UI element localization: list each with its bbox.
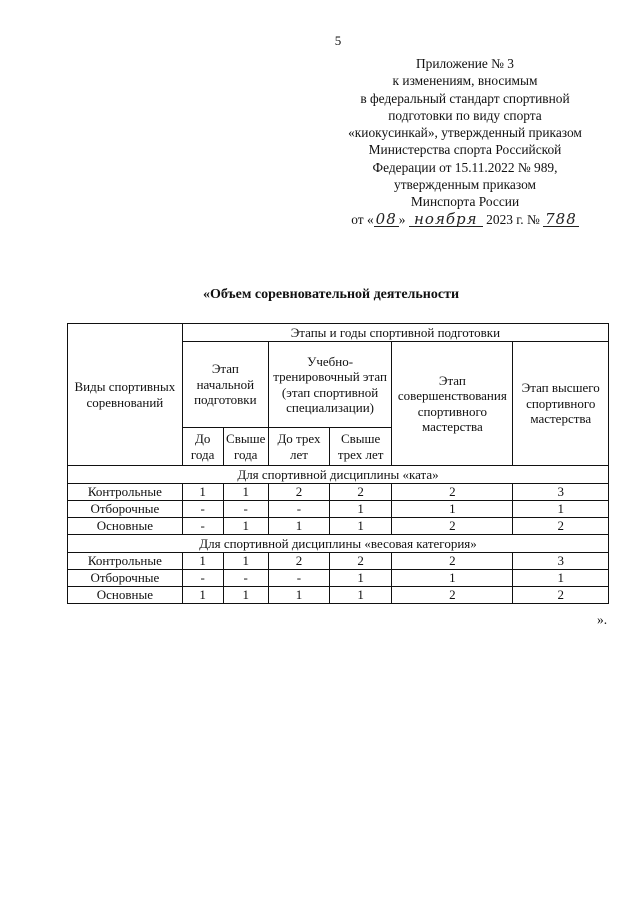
table-cell: 1 (223, 518, 268, 535)
table-cell: 2 (513, 587, 609, 604)
appendix-line: Приложение № 3 (415, 56, 515, 71)
section-weight: Для спортивной дисциплины «весовая категория» (68, 535, 609, 553)
appendix-line: Федерации от 15.11.2022 № 989, (372, 159, 558, 175)
table-cell: 1 (223, 484, 268, 501)
table-cell: 1 (330, 518, 392, 535)
appendix-line: к изменениям, вносимым (392, 73, 538, 89)
weight-rows (68, 553, 609, 604)
table-cell: 2 (513, 518, 609, 535)
table-cell: 1 (223, 587, 268, 604)
table-cell: 2 (392, 587, 513, 604)
table-row (68, 587, 609, 604)
table-cell: 1 (223, 553, 268, 570)
table-cell: 2 (392, 484, 513, 501)
year-text: 2023 г. № (486, 211, 540, 227)
table-cell: - (223, 570, 268, 587)
table-cell: 3 (513, 553, 609, 570)
table-row (68, 484, 609, 501)
table-cell: 2 (392, 518, 513, 535)
table-cell: 1 (182, 553, 223, 570)
table-row (68, 553, 609, 570)
appendix-header (300, 55, 630, 228)
handwritten-day: 08 (375, 209, 397, 228)
table-cell: 2 (330, 553, 392, 570)
table-row (68, 518, 609, 535)
appendix-line: подготовки по виду спорта (388, 107, 542, 123)
section-kata: Для спортивной дисциплины «ката» (68, 466, 609, 484)
header-kinds: Виды спортивных соревнований (68, 324, 183, 466)
table-cell: 1 (182, 587, 223, 604)
header-over-three: Свыше трех лет (330, 428, 392, 466)
header-stage-training: Учебно-тренировочный этап (этап спортивной специализации) (268, 342, 391, 428)
table-cell: 2 (268, 553, 329, 570)
table-cell: 1 (268, 518, 329, 535)
row-label: Отборочные (68, 501, 183, 518)
table-cell: 3 (513, 484, 609, 501)
table-cell: - (182, 518, 223, 535)
competition-volume-table (67, 323, 609, 604)
table-cell: - (223, 501, 268, 518)
header-up-to-year: До года (182, 428, 223, 466)
table-cell: 1 (392, 501, 513, 518)
date-close: » (398, 211, 406, 227)
handwritten-number: 788 (545, 209, 577, 228)
row-label: Отборочные (68, 570, 183, 587)
header-up-to-three: До трех лет (268, 428, 329, 466)
header-over-year: Свыше года (223, 428, 268, 466)
appendix-line: в федеральный стандарт спортивной (360, 90, 570, 106)
table-cell: 1 (330, 570, 392, 587)
header-stage-improvement: Этап совершенствования спортивного мастерства (392, 342, 513, 466)
header-stage-initial: Этап начальной подготовки (182, 342, 268, 428)
appendix-line: «киокусинкай», утвержденный приказом (348, 125, 582, 141)
row-label: Основные (68, 587, 183, 604)
row-label: Основные (68, 518, 183, 535)
header-stages: Этапы и годы спортивной подготовки (182, 324, 608, 342)
row-label: Контрольные (68, 484, 183, 501)
table-cell: 1 (392, 570, 513, 587)
table-cell: 2 (268, 484, 329, 501)
table-row (68, 570, 609, 587)
table-cell: - (268, 570, 329, 587)
document-title: «Объем соревновательной деятельности (202, 287, 460, 302)
handwritten-month: ноября (409, 212, 483, 227)
closing-quote: ». (597, 612, 608, 627)
table-cell: - (268, 501, 329, 518)
row-label: Контрольные (68, 553, 183, 570)
table-cell: 1 (268, 587, 329, 604)
table-cell: - (182, 570, 223, 587)
date-prefix: от « (351, 211, 374, 227)
appendix-line: Министерства спорта Российской (368, 142, 562, 158)
table-cell: 1 (513, 501, 609, 518)
table-cell: 1 (513, 570, 609, 587)
table-cell: 2 (392, 553, 513, 570)
order-date-line (300, 211, 630, 228)
appendix-line: Минспорта России (410, 194, 520, 210)
appendix-line: утвержденным приказом (394, 177, 536, 193)
table-cell: - (182, 501, 223, 518)
kata-rows (68, 484, 609, 535)
table-cell: 1 (330, 587, 392, 604)
table-cell: 2 (330, 484, 392, 501)
table-cell: 1 (330, 501, 392, 518)
appendix-text (300, 55, 630, 211)
table-cell: 1 (182, 484, 223, 501)
table-row (68, 501, 609, 518)
page-number: 5 (334, 33, 342, 48)
header-stage-higher: Этап высшего спортивного мастерства (513, 342, 609, 466)
